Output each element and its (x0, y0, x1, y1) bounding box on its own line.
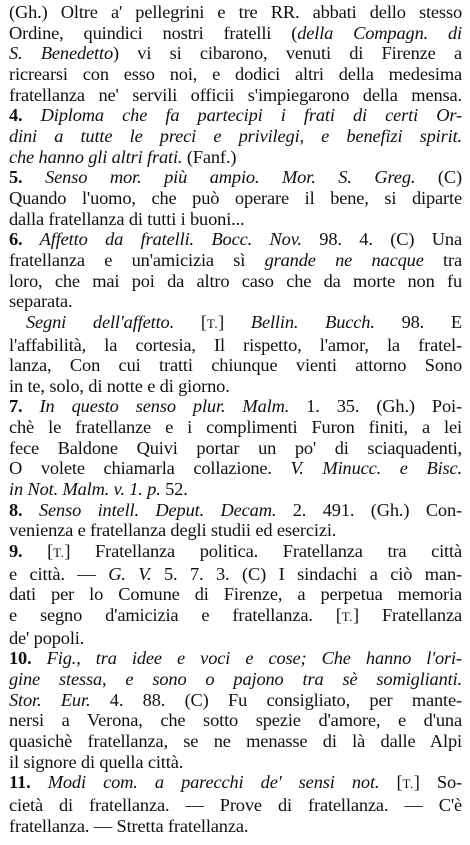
text-run: 6. (9, 229, 23, 250)
text-line (9, 2, 462, 23)
text-run: nersi a Verona, che sotto spezie d'amore, e d'una (9, 710, 462, 731)
text-run: Affetto da fratelli. Bocc. Nov. (22, 229, 302, 250)
text-line (9, 147, 462, 168)
text-run: Segni dell'affetto. (26, 311, 175, 332)
text-line (9, 23, 462, 44)
text-line (9, 167, 462, 188)
text-run: V. Minucc. e Bisc. (290, 458, 462, 479)
text-run: venienza e fratellanza degli studii ed esercizi. (9, 520, 337, 541)
text-run: fratellanza e un'amicizia sì (9, 249, 265, 270)
text-run: [ (174, 311, 207, 332)
text-run: 5. 7. 3. (C) I sindachi a ciò man- (151, 563, 462, 584)
text-run: dini a tutte le preci e privilegi, e benefizi spirit. (9, 125, 462, 146)
text-line (9, 335, 462, 356)
text-run: 4. 88. (C) Fu consigliato, per mante- (90, 689, 462, 710)
text-run: T. (53, 545, 65, 561)
text-run: In questo senso plur. Malm. (22, 396, 290, 417)
text-run: T. (341, 609, 353, 625)
text-run: quasichè fratellanza, se ne menasse di là dalle Alpi (9, 730, 462, 751)
text-run: ricrearsi con esso noi, e dodici altri della medesima (9, 63, 462, 84)
text-run: il signore di quella città. (9, 751, 184, 772)
text-run: 5. (9, 167, 23, 188)
text-line (9, 584, 462, 605)
text-line (9, 209, 462, 230)
text-line (9, 126, 462, 147)
text-run: e città. — (9, 563, 109, 584)
text-run: Ordine, quindici nostri fratelli ( (9, 22, 298, 43)
text-line (9, 458, 462, 479)
text-run: ] So- (413, 772, 462, 793)
text-run: T. (206, 315, 219, 331)
text-line (9, 710, 462, 731)
text-run: O volete chiamarla collazione. (9, 458, 291, 479)
text-run: ] Fratellanza politica. Fratellanza tra città (64, 541, 462, 562)
text-run: Stor. Eur. (9, 689, 91, 710)
text-run: Fig., tra idee e voci e cose; Che hanno l'ori- (31, 648, 462, 669)
text-run: cietà di fratellanza. — Prove di fratellanza. — C'è (9, 794, 462, 815)
text-run: l'affabilità, la cortesia, Il rispetto, l'amor, la fratel- (9, 334, 462, 355)
text-run: Bellin. Bucch. (250, 311, 375, 332)
text-run: fratellanza. — Stretta fratellanza. (9, 815, 249, 836)
text-line (9, 690, 462, 711)
text-run: e segno d'amicizia e fratellanza. [ (9, 605, 342, 626)
entry-text-column (9, 2, 462, 836)
text-line (9, 105, 462, 126)
text-line (9, 500, 462, 521)
text-run: [ (379, 772, 403, 793)
text-line (9, 795, 462, 816)
text-line (9, 669, 462, 690)
text-run: 2. 491. (Gh.) Con- (276, 499, 462, 520)
text-run: [ (22, 541, 54, 562)
text-run: 98. 4. (C) Una (301, 229, 462, 250)
text-run: Modi com. a parecchi de' sensi not. (30, 772, 380, 793)
text-run: che hanno gli altri frati. (9, 146, 183, 167)
text-run: gine stessa, e sono o pajono tra sè somiglianti. (9, 669, 462, 689)
text-run: G. V. (108, 563, 152, 584)
text-run: ] (218, 311, 251, 332)
text-run: tra (423, 249, 462, 270)
text-run: ) vi si cibarono, venuti di Firenze a (113, 43, 462, 64)
text-line (9, 64, 462, 85)
text-run: Diploma che fa partecipi i frati di certi Or- (22, 105, 462, 126)
text-run: T. (402, 776, 414, 792)
text-run: Senso mor. più ampio. Mor. S. Greg. (22, 167, 416, 188)
text-run: 9. (9, 541, 23, 562)
text-line (9, 291, 462, 312)
text-line (9, 376, 462, 397)
text-line (9, 271, 462, 292)
text-line (9, 85, 462, 106)
text-run: Quando l'uomo, che può operare il bene, si diparte (9, 187, 462, 208)
text-run: lanza, Con cui tratti chiunque vienti attorno Sono (9, 355, 462, 376)
text-run: (Fanf.) (182, 146, 237, 167)
text-run: in te, solo, di notte e di giorno. (9, 375, 230, 396)
text-line (9, 648, 462, 669)
text-line (9, 312, 462, 335)
text-run: 11. (9, 772, 31, 793)
text-run: 4. (9, 105, 23, 126)
text-run: de' popoli. (9, 627, 85, 648)
text-run: Senso intell. Deput. Decam. (22, 499, 277, 520)
text-line (9, 417, 462, 438)
text-run: dati per lo Comune di Firenze, a perpetua memoria (9, 584, 462, 605)
text-run: 10. (9, 648, 32, 669)
text-run: 98. E (374, 311, 462, 332)
text-line (9, 731, 462, 752)
text-run: ] Fratellanza (353, 605, 462, 626)
text-run: separata. (9, 291, 73, 312)
text-line (9, 479, 462, 500)
text-line (9, 188, 462, 209)
text-line (9, 564, 462, 585)
text-line (9, 772, 462, 795)
text-line (9, 628, 462, 649)
text-run: (Gh.) Oltre a' pellegrini e tre RR. abbati dello stesso (9, 2, 462, 22)
text-line (9, 605, 462, 628)
text-run: 52. (160, 479, 188, 500)
text-line (9, 752, 462, 773)
text-run: fece Baldone Quivi portar un po' di sciaquadenti, (9, 437, 462, 458)
text-run: loro, che mai poi da altro caso che da morte non fu (9, 270, 462, 291)
text-run: dalla fratellanza di tutti i buoni... (9, 208, 245, 229)
text-line (9, 43, 462, 64)
text-run: della Compagn. di (297, 22, 462, 43)
text-line (9, 520, 462, 541)
text-run: chè le fratellanze e i complimenti Furon finiti, a lei (9, 417, 462, 438)
text-line (9, 396, 462, 417)
text-line (9, 541, 462, 564)
text-run: S. Benedetto (9, 43, 113, 64)
text-run: fratellanza ne' servili officii s'impiegarono della mensa. (9, 84, 462, 105)
text-line (9, 229, 462, 250)
text-line (9, 250, 462, 271)
text-run: grande ne nacque (264, 249, 424, 270)
text-run: 1. 35. (Gh.) Poi- (289, 396, 462, 417)
text-line (9, 355, 462, 376)
text-line (9, 816, 462, 837)
text-run: in Not. Malm. v. 1. p. (9, 479, 161, 500)
text-run: 8. (9, 499, 23, 520)
text-run: 7. (9, 396, 23, 417)
text-run: (C) (415, 167, 462, 188)
text-line (9, 438, 462, 459)
